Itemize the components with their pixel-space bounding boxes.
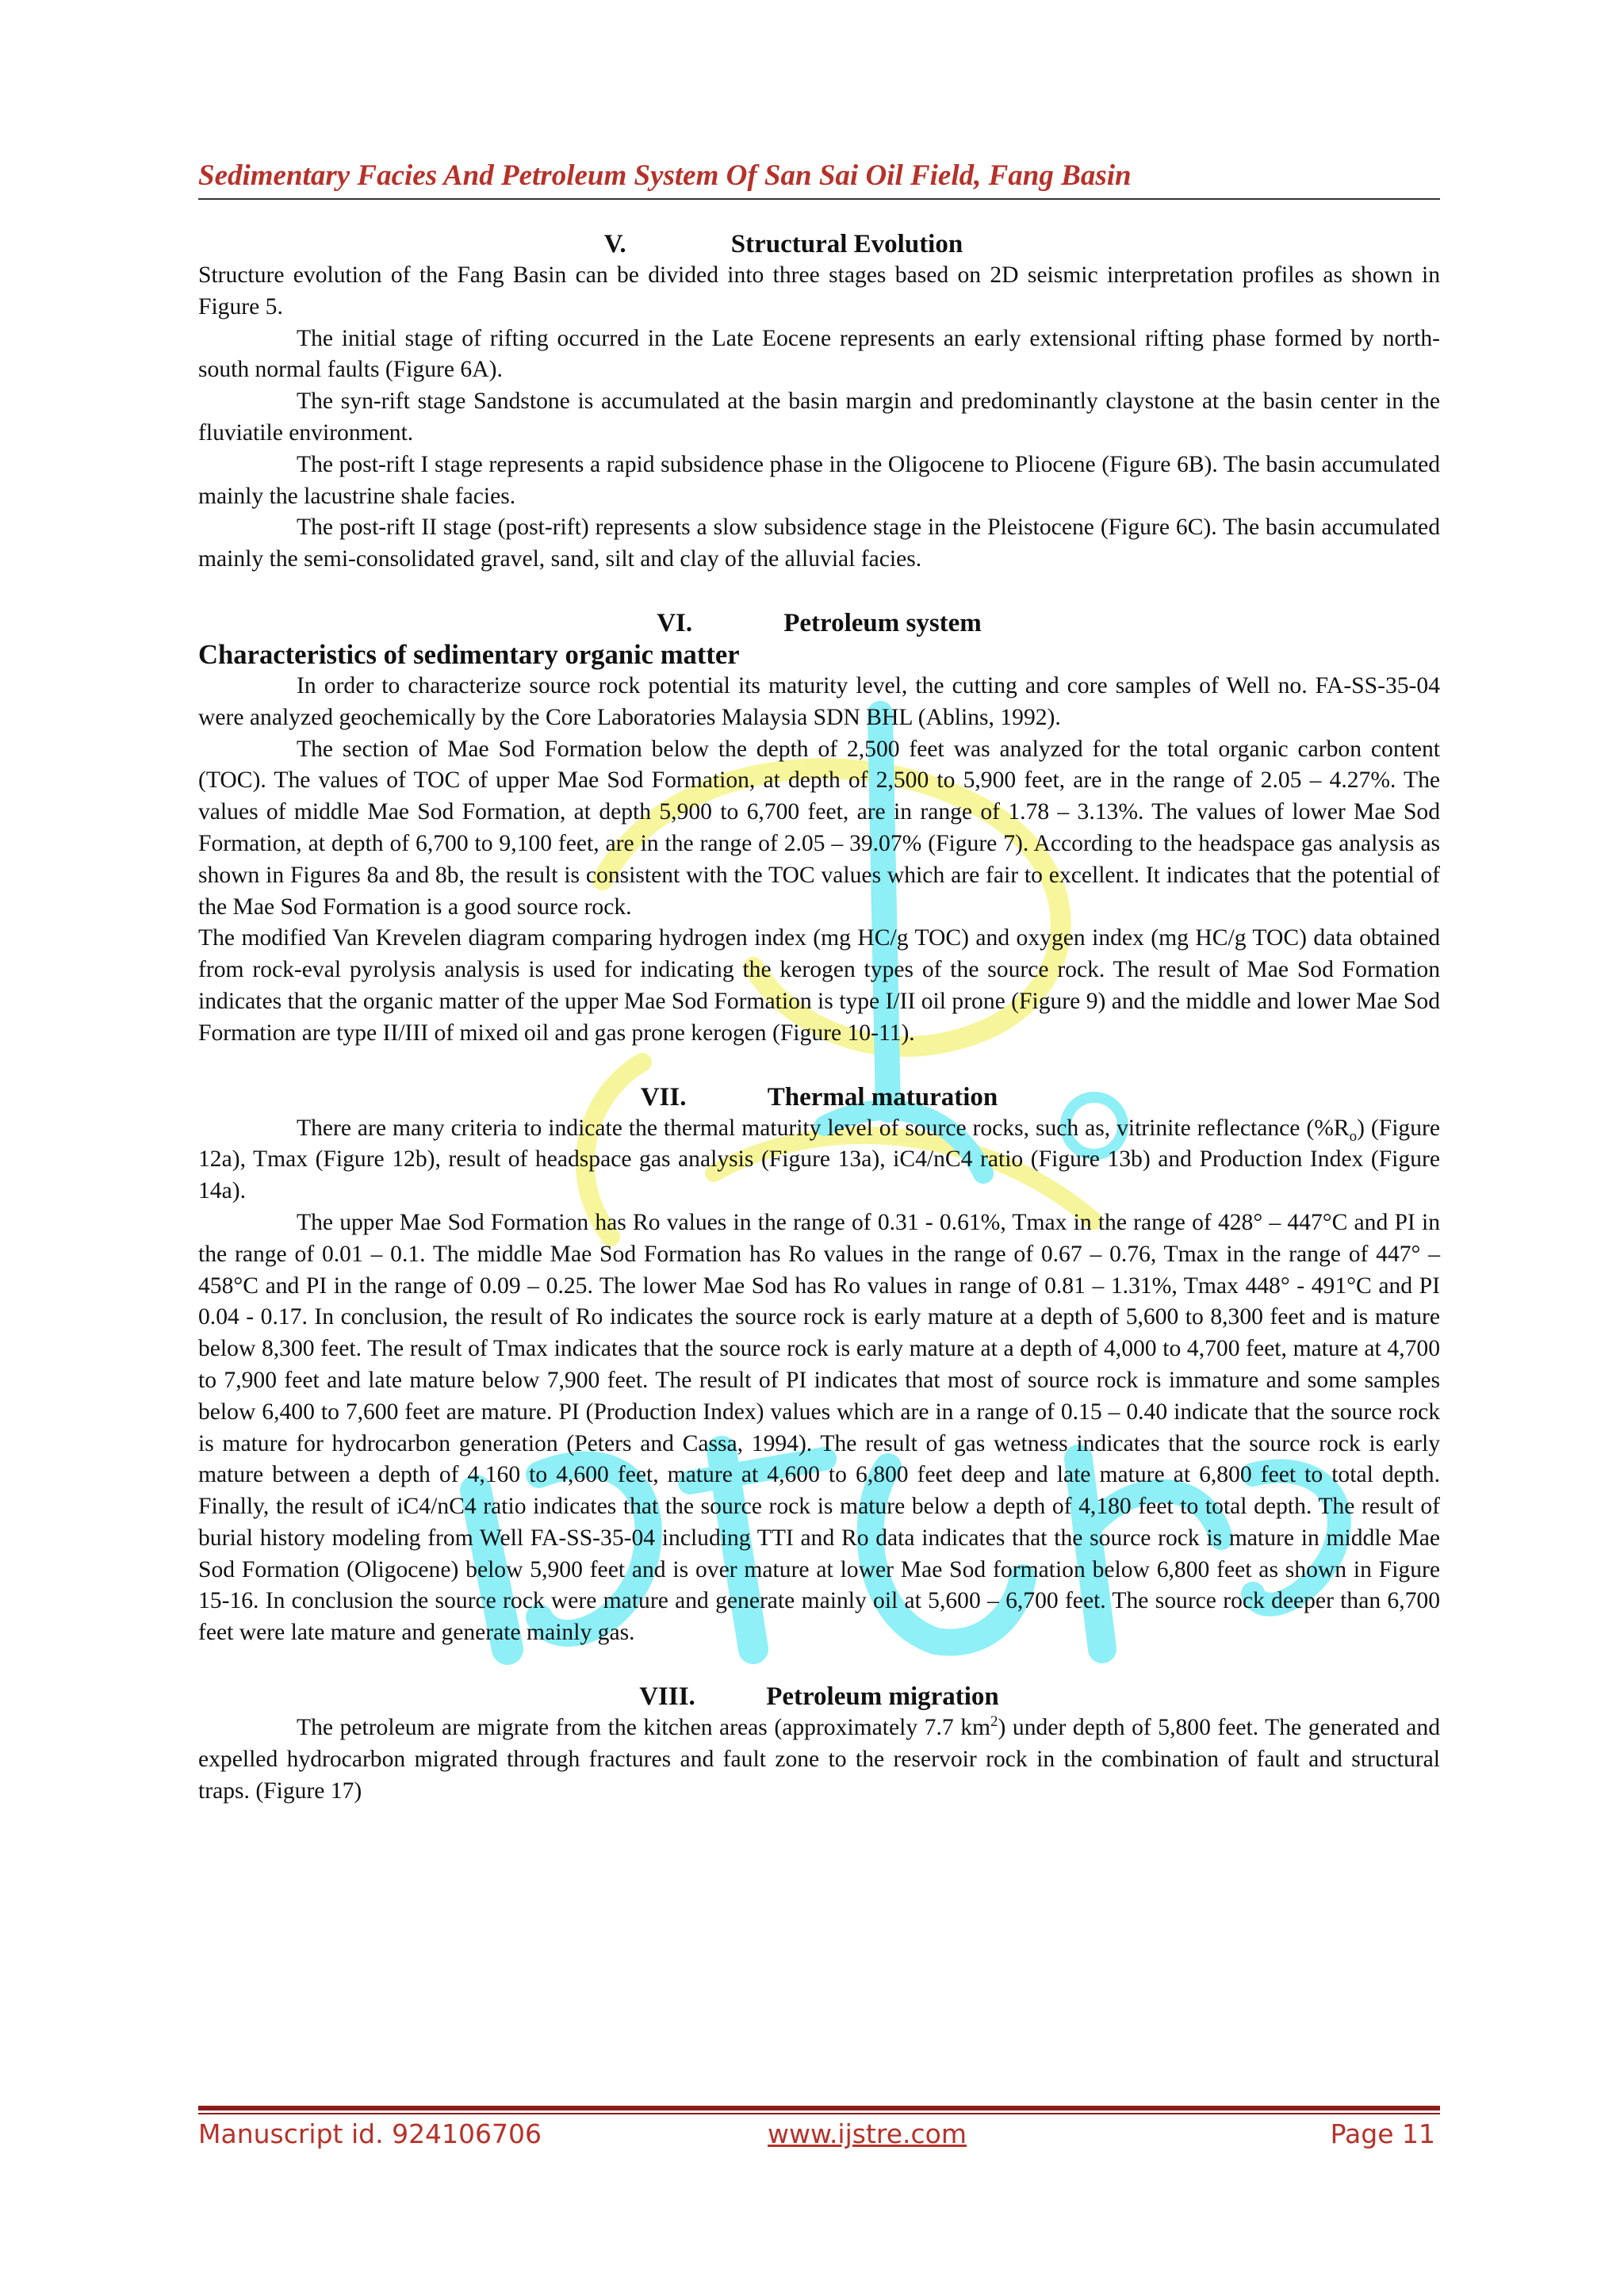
paragraph: Structure evolution of the Fang Basin can be divided into three stages based on 2D seismic interpretation profiles as shown in Figure 5. — [198, 262, 1440, 320]
section-number: VI. — [657, 608, 693, 637]
text-run: ) under depth of 5,800 feet. The generated and expelled hydrocarbon migrated through fractures and fault zone to the reservoir rock in the combination of fault and structural traps. (Figure 17) — [198, 1715, 1441, 1804]
journal-website-link[interactable]: www.ijstre.com — [768, 2118, 967, 2149]
header-divider — [198, 198, 1440, 200]
manuscript-id: Manuscript id. 924106706 — [198, 2118, 542, 2149]
section-number: V. — [603, 230, 626, 258]
section-number: VII. — [640, 1082, 687, 1112]
section-title: Petroleum system — [783, 608, 982, 637]
running-header-title: Sedimentary Facies And Petroleum System Of San Sai Oil Field, Fang Basin — [198, 159, 1132, 192]
paragraph: The initial stage of rifting occurred in the Late Eocene represents an early extensional rifting phase formed by north-south normal faults (Figure 6A). — [198, 325, 1440, 383]
paragraph: The upper Mae Sod Formation has Ro values in the range of 0.31 - 0.61%, Tmax in the range of 428° – 447°C and PI in the range of 0.01 – 0.1. The middle Mae Sod Formation has Ro values in the range of 0.67 – 0.76, Tmax in the range of 447° – 458°C and PI in the range of 0.09 – 0.25. The lower Mae Sod has Ro values in range of 0.81 – 1.31%, Tmax 448° - 491°C and PI 0.04 - 0.17. In conclusion, the result of Ro indicates the source rock is early mature at a depth of 5,600 to 8,300 feet and is mature below 8,300 feet. The result of Tmax indicates that the source rock is early mature at a depth of 4,000 to 4,700 feet, mature at 4,700 to 7,900 feet and late mature below 7,900 feet. The result of PI indicates that most of source rock is immature and some samples below 6,400 to 7,600 feet are mature. PI (Production Index) values which are in a range of 0.15 – 0.40 indicate that the source rock is mature for hydrocarbon generation (Peters and Cassa, 1994). The result of gas wetness indicates that the source rock is early mature between a depth of 4,160 to 4,600 feet, mature at 4,600 to 6,800 feet deep and late mature at 6,800 feet to total depth. Finally, the result of iC4/nC4 ratio indicates that the source rock is mature below a depth of 4,180 feet to total depth. The result of burial history modeling from Well FA-SS-35-04 including TTI and Ro data indicates that the source rock is mature in middle Mae Sod Formation (Oligocene) below 5,900 feet and is over mature at lower Mae Sod formation below 6,800 feet as shown in Figure 15-16. In conclusion the source rock were mature and generate mainly oil at 5,600 – 6,700 feet. The source rock deeper than 6,700 feet were late mature and generate mainly gas. — [198, 1209, 1440, 1646]
section-title: Structural Evolution — [730, 230, 963, 258]
section-heading-thermal-maturation — [198, 1081, 1440, 1113]
text-run: The petroleum are migrate from the kitchen areas (approximately 7.7 km — [297, 1715, 991, 1741]
subsection-heading: Characteristics of sedimentary organic matter — [198, 639, 740, 670]
section-heading-petroleum-system — [198, 607, 1440, 639]
section-title: Petroleum migration — [766, 1682, 999, 1712]
footer-divider — [198, 2106, 1440, 2110]
page-footer — [198, 2118, 1440, 2158]
section-number: VIII. — [639, 1682, 695, 1712]
paragraph: The post-rift I stage represents a rapid subsidence phase in the Oligocene to Pliocene (Figure 6B). The basin accumulated mainly the lacustrine shale facies. — [198, 451, 1440, 509]
main-content — [198, 228, 1440, 1807]
section-title: Thermal maturation — [767, 1082, 998, 1112]
paragraph: In order to characterize source rock potential its maturity level, the cutting and core samples of Well no. FA-SS-35-04 were analyzed geochemically by the Core Laboratories Malaysia SDN BHL (Ablins, 1992). — [198, 672, 1440, 730]
page-number: Page 11 — [1330, 2118, 1435, 2149]
paragraph — [198, 1712, 1440, 1807]
paragraph — [198, 1113, 1440, 1207]
text-run: ) (Figure 12a), Tmax (Figure 12b), result of headspace gas analysis (Figure 13a), iC4/nC4 ratio (Figure 13b) and Production Index (Figure 14a). — [198, 1115, 1440, 1204]
section-heading-petroleum-migration — [198, 1681, 1440, 1712]
paragraph: The syn-rift stage Sandstone is accumulated at the basin margin and predominantly claystone at the basin center in the fluviatile environment. — [198, 388, 1440, 446]
paragraph: The modified Van Krevelen diagram comparing hydrogen index (mg HC/g TOC) and oxygen index (mg HC/g TOC) data obtained from rock-eval pyrolysis analysis is used for indicating the kerogen types of the source rock. The result of Mae Sod Formation indicates that the organic matter of the upper Mae Sod Formation is type I/II oil prone (Figure 9) and the middle and lower Mae Sod Formation are type II/III of mixed oil and gas prone kerogen (Figure 10-11). — [198, 925, 1440, 1046]
paragraph: The post-rift II stage (post-rift) represents a slow subsidence stage in the Pleistocene (Figure 6C). The basin accumulated mainly the semi-consolidated gravel, sand, silt and clay of the alluvial facies. — [198, 515, 1440, 572]
paragraph: The section of Mae Sod Formation below the depth of 2,500 feet was analyzed for the total organic carbon content (TOC). The values of TOC of upper Mae Sod Formation, at depth of 2,500 to 5,900 feet, are in the range of 2.05 – 4.27%. The values of middle Mae Sod Formation, at depth 5,900 to 6,700 feet, are in range of 1.78 – 3.13%. The values of lower Mae Sod Formation, at depth of 6,700 to 9,100 feet, are in the range of 2.05 – 39.07% (Figure 7). According to the headspace gas analysis as shown in Figures 8a and 8b, the result is consistent with the TOC values which are fair to excellent. It indicates that the potential of the Mae Sod Formation is a good source rock. — [198, 736, 1440, 920]
superscript: 2 — [990, 1713, 998, 1731]
subscript: o — [1349, 1127, 1358, 1145]
footer-divider-thin — [198, 2113, 1440, 2114]
section-heading-structural-evolution — [127, 228, 1440, 260]
text-run: There are many criteria to indicate the thermal maturity level of source rocks, such as, vitrinite reflectance (%R — [297, 1115, 1350, 1141]
